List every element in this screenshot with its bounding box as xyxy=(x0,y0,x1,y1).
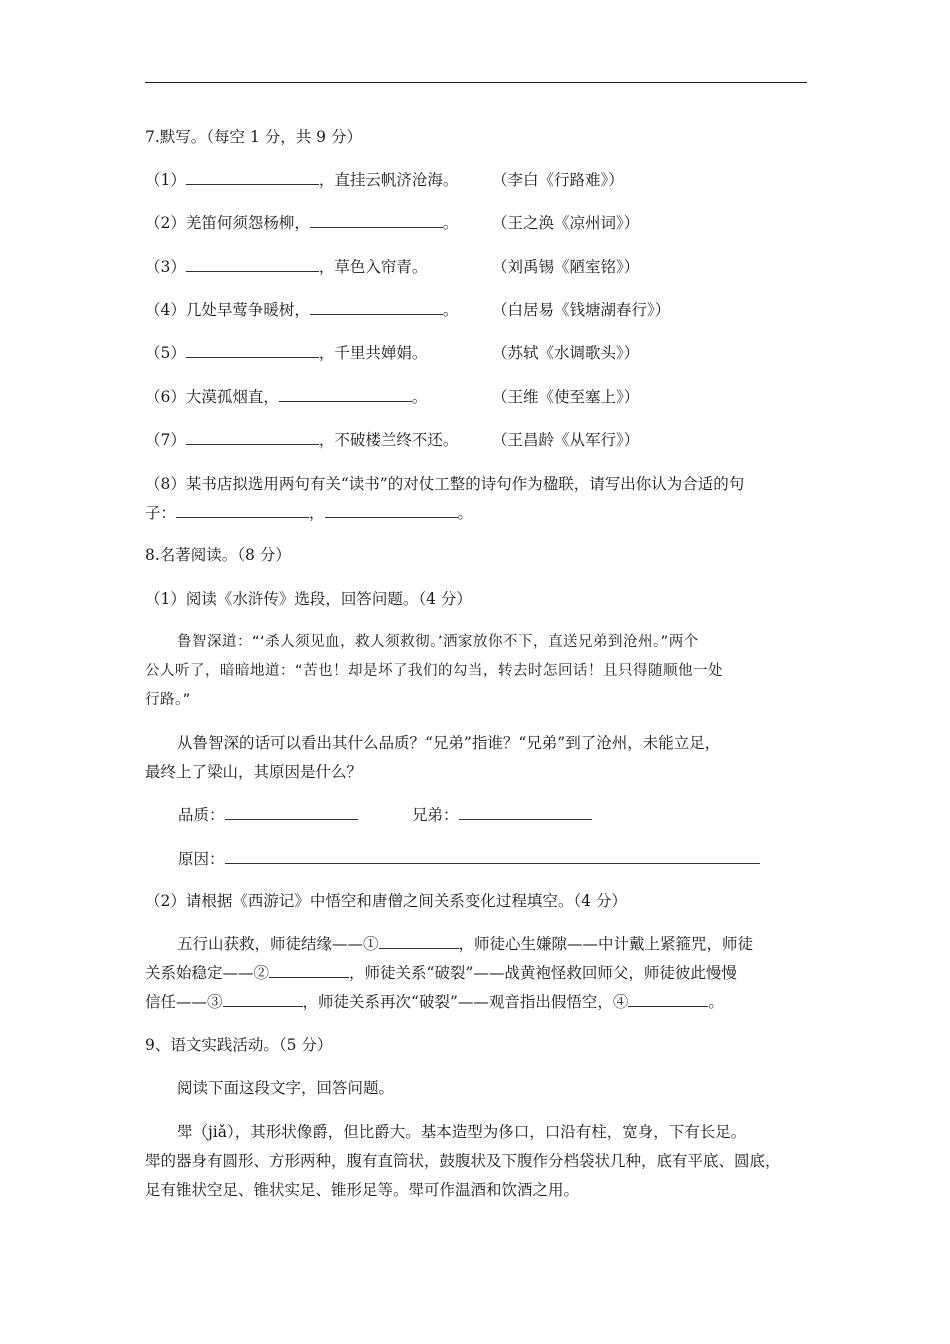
answer-blank[interactable] xyxy=(269,963,349,978)
q7-source-5: （苏轼《水调歌头》） xyxy=(492,344,640,362)
answer-blank[interactable] xyxy=(186,343,319,358)
answer-blank[interactable] xyxy=(628,992,708,1007)
q7-item-1: （1） ，直挂云帆济沧海。 xyxy=(145,171,459,189)
q8-question-line-2: 最终上了梁山，其原因是什么？ xyxy=(145,763,363,781)
quality-answer: 品质： xyxy=(178,805,358,825)
answer-blank[interactable] xyxy=(186,430,319,445)
answer-blank[interactable] xyxy=(379,934,459,949)
answer-blank[interactable] xyxy=(223,992,303,1007)
q8-part2-title: （2）请根据《西游记》中悟空和唐僧之间关系变化过程填空。（4 分） xyxy=(145,892,627,910)
q7-source-1: （李白《行路难》） xyxy=(492,171,624,189)
q7-item-5: （5） ，千里共婵娟。 xyxy=(145,344,428,362)
answer-blank[interactable] xyxy=(310,300,443,315)
answer-blank[interactable] xyxy=(176,503,309,518)
q7-source-2: （王之涣《凉州词》） xyxy=(492,214,640,232)
answer-blank[interactable] xyxy=(186,170,319,185)
q7-source-4: （白居易《钱塘湖春行》） xyxy=(492,301,671,319)
answer-blank[interactable] xyxy=(225,805,358,820)
q7-item-3: （3） ，草色入帘青。 xyxy=(145,258,428,276)
brother-answer: 兄弟： xyxy=(412,805,592,825)
excerpt-line-3: 行路。” xyxy=(145,692,191,708)
reason-answer: 原因： xyxy=(178,849,760,869)
answer-blank[interactable] xyxy=(279,387,412,402)
fill-line-3: 信任——③ ，师徒关系再次“破裂”——观音指出假悟空，④ 。 xyxy=(145,993,724,1011)
q9-paragraph-line-2: 斝的器身有圆形、方形两种，腹有直筒状，鼓腹状及下腹作分档袋状几种，底有平底、圆底， xyxy=(145,1152,781,1170)
fill-line-1: 五行山获救，师徒结缘——① ，师徒心生嫌隙——中计戴上紧箍咒，师徒 xyxy=(177,935,754,953)
q7-item-6: （6）大漠孤烟直， 。 xyxy=(145,388,428,406)
answer-blank[interactable] xyxy=(325,503,458,518)
q7-item-7: （7） ，不破楼兰终不还。 xyxy=(145,431,459,449)
excerpt-line-1: 鲁智深道：“‘杀人须见血，救人须救彻。’洒家放你不下，直送兄弟到沧州。”两个 xyxy=(177,634,699,650)
q7-source-3: （刘禹锡《陋室铭》） xyxy=(492,258,640,276)
q9-title: 9、语文实践活动。（5 分） xyxy=(145,1036,333,1054)
q7-item-8-line1: （8）某书店拟选用两句有关“读书”的对仗工整的诗句作为楹联，请写出你认为合适的句 xyxy=(145,475,745,493)
q7-title: 7.默写。（每空 1 分，共 9 分） xyxy=(145,128,362,146)
answer-blank[interactable] xyxy=(225,849,760,864)
answer-blank[interactable] xyxy=(310,213,443,228)
answer-blank[interactable] xyxy=(459,805,592,820)
q9-instruction: 阅读下面这段文字，回答问题。 xyxy=(177,1079,395,1097)
q7-source-7: （王昌龄《从军行》） xyxy=(492,431,640,449)
q8-question-line-1: 从鲁智深的话可以看出其什么品质？“兄弟”指谁？“兄弟”到了沧州，未能立足， xyxy=(177,734,721,752)
header-rule xyxy=(145,82,807,83)
answer-blank[interactable] xyxy=(186,257,319,272)
q9-paragraph-line-3: 足有锥状空足、锥状实足、锥形足等。斝可作温酒和饮酒之用。 xyxy=(145,1181,580,1199)
q7-item-2: （2）羌笛何须怨杨柳， 。 xyxy=(145,214,459,232)
fill-line-2: 关系始稳定——② ，师徒关系“破裂”——战黄袍怪救回师父，师徒彼此慢慢 xyxy=(145,964,737,982)
excerpt-line-2: 公人听了，暗暗地道：“苦也！却是坏了我们的勾当，转去时怎回话！且只得随顺他一处 xyxy=(145,663,724,679)
q9-paragraph-line-1: 斝（jiǎ），其形状像爵，但比爵大。基本造型为侈口，口沿有柱，宽身，下有长足。 xyxy=(177,1123,747,1141)
q7-item-8-line2: 子： ， 。 xyxy=(145,504,474,522)
q8-title: 8.名著阅读。（8 分） xyxy=(145,546,291,564)
q7-item-4: （4）几处早莺争暖树， 。 xyxy=(145,301,459,319)
q7-source-6: （王维《使至塞上》） xyxy=(492,388,640,406)
q8-part1-title: （1）阅读《水浒传》选段，回答问题。（4 分） xyxy=(145,590,472,608)
